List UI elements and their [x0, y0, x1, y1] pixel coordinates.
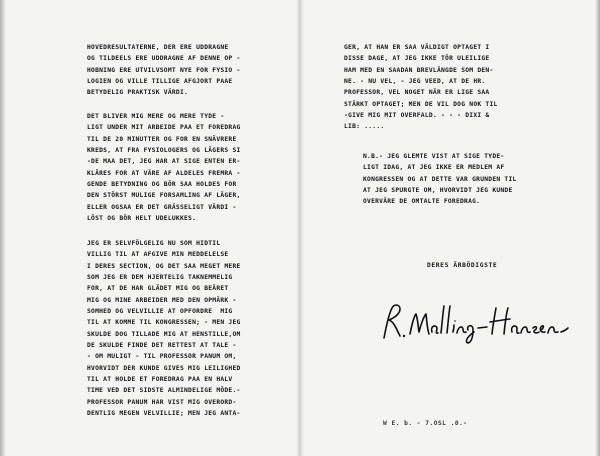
- left-scan-edge: [0, 0, 6, 456]
- left-paragraph-1: HOVEDRESULTATERNE, DER ERE UDDRAGNE OG TILDEELS ERE UDDRAGNE AF DENNE OP - HOBNING ERE UTVILVSOMT NYE FOR FYSIO - LOGIEN OG VILLE TILLIGE AFGJORT PAAE BETYDELIG PRAKTISK VÄRDI.: [87, 44, 241, 97]
- handwritten-signature: [378, 298, 574, 346]
- right-scan-edge: [595, 0, 600, 456]
- signature-drawing: [378, 298, 574, 346]
- page-fold: [296, 0, 304, 456]
- closing-salutation: DERES ÄRBÖDIGSTE: [427, 262, 498, 269]
- left-paragraph-3: JEG ER SELVFÖLGELIG NU SOM HIDTIL VILLIG TIL AT AFGIVE MIN MEDDELELSE I DERES SECTION, OG DET SAA MEGET MERE SOM JEG ER DEM HJERTELIG TAKNEMMELIG FOR, AT DE HAR GLÄDET MIG OG BEÄRET MIG OG MINE ARBEIDER MED DEN OPMÄRK - SOMHED OG VELVILLIE AT OPFORDRE MIG TIL AT KOMME TIL KONGRESSEN; - MEN JEG SKULDE DOG TILLADE MIG AT HENSTILLE,OM DE SKULDE FINDE DET RETTEST AT TALE - - OM MULIGT - TIL PROFESSOR PANUM OM, HVORVIDT DER KUNDE GIVES MIG LEILIGHED TIL AT HOLDE ET FOREDRAG PAA EN HALV TIME VED DET SIDSTE ALMINDELIGE MÖDE.- PROFESSOR PANUM HAR VIST MIG OVERORD- DENTLIG MEGEN VELVILLIE; MEN JEG ANTA-: [87, 240, 241, 418]
- right-paragraph-1: GER, AT HAN ER SAA VÄLDIGT OPTAGET I DISSE DAGE, AT JEG IKKE TÖR ULEILIGE HAM MED EN SAADAN BREVLÄNGDE SOM DEN- NE. - NU VEL, - JEG VEED, AT DE HR. PROFESSOR, VEL NOGET NÄR ER LIGE SAA STÄRKT OPTAGET; MEN DE VIL DOG NOK TIL -GIVE MIG MIT OVERFALD. - - - DIXI & LIB: .....: [344, 44, 498, 131]
- right-paragraph-2-nb: N.B.- JEG GLEMTE VIST AT SIGE TYDE- LIGT IDAG, AT JEG IKKE ER MEDLEM AF KONGRESSEN OG AT DETTE VAR GRUNDEN TIL AT JEG SPURGTE OM, HVORVIDT JEG KUNDE OVERVÄRE DE OMTALTE FOREDRAG.: [363, 153, 517, 206]
- archive-stamp: W E. b. - 7.OSL .0.-: [383, 420, 468, 427]
- left-paragraph-2: DET BLIVER MIG MERE OG MERE TYDE - LIGT UNDER MIT ARBEIDE PAA ET FOREDRAG TIL DE 20 MINUTTER OG FOR EN SNÄVRERE KREDS, AT FRA FYSIOLOGERS OG LÄGERS SI -DE MAA DET, JEG HAR AT SIGE ENTEN ER- KLÄRES FOR AT VÄRE AF ALDELES FREMRA - GENDE BETYDNING OG BÖR SAA HOLDES FOR DEN STÖRST MULIGE FORSAMLING AF LÄGER, ELLER OGSAA ER DET GRÄSSELIGT VÄRDI - LÖST OG BÖR HELT UDELUKKES.: [87, 113, 241, 223]
